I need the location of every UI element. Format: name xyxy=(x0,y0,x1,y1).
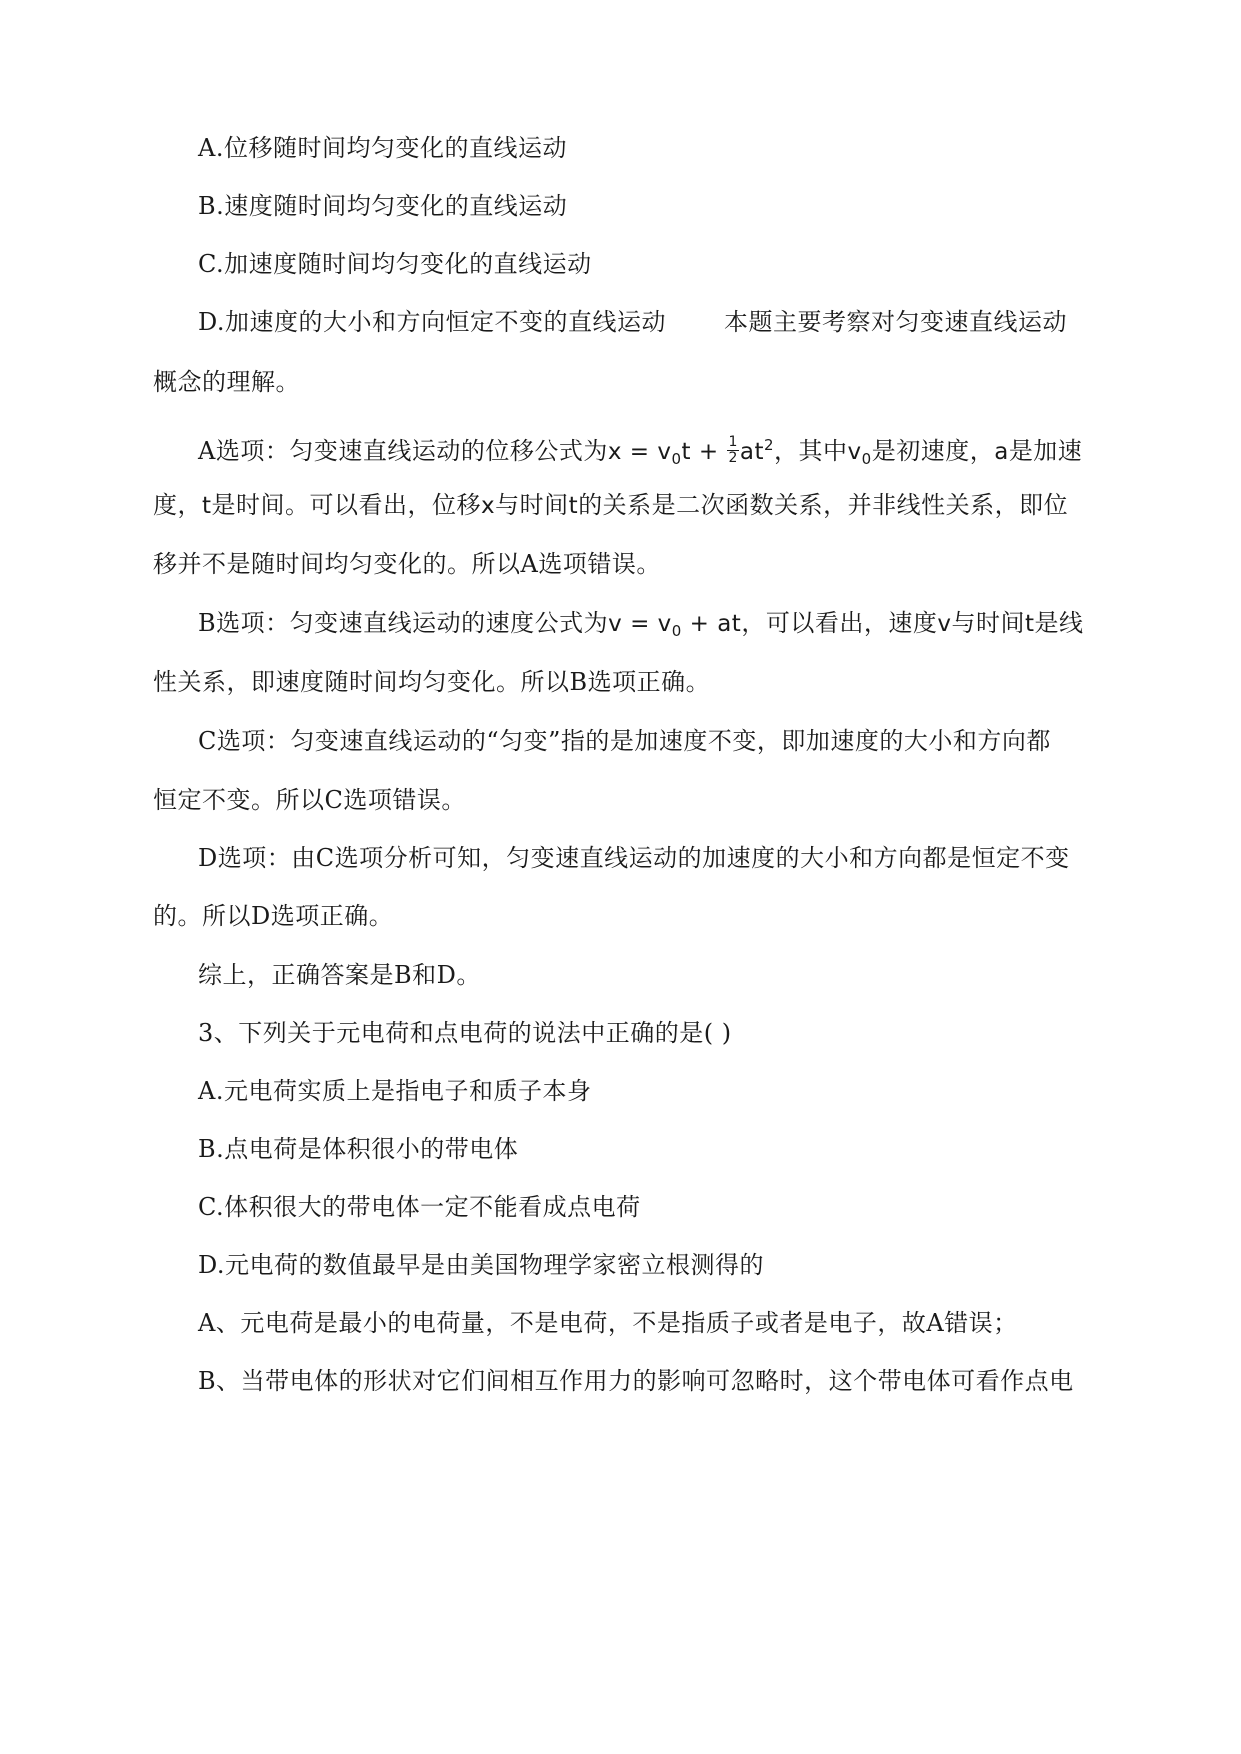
formula-part: x = v xyxy=(607,439,672,465)
option-a-text: A.位移随时间均匀变化的直线运动 xyxy=(198,134,567,162)
question-3-stem xyxy=(198,1018,1093,1048)
summary-line xyxy=(198,960,1093,990)
q3-option-c xyxy=(198,1192,1093,1222)
time-symbol: t xyxy=(202,493,212,519)
text-run: A选项：匀变速直线运动的位移公式为 xyxy=(198,437,608,465)
text-run: 度， xyxy=(153,491,202,519)
subscript: 0 xyxy=(671,450,682,468)
q3-option-d xyxy=(198,1250,1093,1280)
option-d-text: D.加速度的大小和方向恒定不变的直线运动 xyxy=(198,308,667,336)
text-run: C选项：匀变速直线运动的“匀变”指的是加速度不变，即加速度的大小和方向都 xyxy=(198,727,1051,755)
option-a-analysis-line-2 xyxy=(153,490,1093,521)
velocity-symbol: v xyxy=(937,611,952,637)
time-symbol: t xyxy=(568,493,579,519)
option-b-text: B.速度随时间均匀变化的直线运动 xyxy=(198,192,568,220)
text-run: B、当带电体的形状对它们间相互作用力的影响可忽略时，这个带电体可看作点电 xyxy=(198,1367,1074,1395)
displacement-formula xyxy=(607,434,775,468)
text-run: 是时间。可以看出，位移 xyxy=(211,491,482,519)
text-run: D.元电荷的数值最早是由美国物理学家密立根测得的 xyxy=(198,1251,765,1279)
text-run: 是线 xyxy=(1034,609,1084,637)
velocity-formula xyxy=(608,611,742,640)
option-d-analysis-line-2 xyxy=(153,901,1093,931)
option-b-analysis-line-2 xyxy=(153,667,1093,697)
analysis-intro-cont-text: 概念的理解。 xyxy=(153,368,300,396)
text-run: 与时间 xyxy=(495,491,569,519)
displacement-symbol: x xyxy=(481,493,496,519)
option-c-text: C.加速度随时间均匀变化的直线运动 xyxy=(198,250,592,278)
analysis-intro-text: 本题主要考察对匀变速直线运动 xyxy=(724,308,1068,336)
fraction xyxy=(727,435,738,466)
formula-part: at xyxy=(739,439,764,465)
text-run: A、元电荷是最小的电荷量，不是电荷，不是指质子或者是电子，故A错误； xyxy=(198,1309,1018,1337)
formula-part: + at xyxy=(681,611,742,637)
formula-part: v xyxy=(847,439,862,465)
subscript: 0 xyxy=(861,450,872,468)
option-c-analysis-line-1 xyxy=(198,726,1093,756)
option-a-analysis-line-3 xyxy=(153,549,1093,579)
q3-option-b xyxy=(198,1134,1093,1164)
text-run: B.点电荷是体积很小的带电体 xyxy=(198,1135,519,1163)
option-c-analysis-line-2 xyxy=(153,785,1093,815)
superscript: 2 xyxy=(763,436,775,454)
q3-analysis-b xyxy=(198,1366,1093,1396)
text-run: ，其中 xyxy=(774,437,848,465)
text-run: 性关系，即速度随时间均匀变化。所以B选项正确。 xyxy=(153,668,711,696)
text-run: 的。所以D选项正确。 xyxy=(153,902,394,930)
q3-analysis-a xyxy=(198,1308,1093,1338)
option-b-analysis-line-1 xyxy=(198,608,1093,646)
option-a-line xyxy=(198,133,1093,163)
analysis-intro-cont-line xyxy=(153,367,1093,397)
option-b-line xyxy=(198,191,1093,221)
text-run: 的关系是二次函数关系，并非线性关系，即位 xyxy=(578,491,1069,519)
option-c-line xyxy=(198,249,1093,279)
option-d-line xyxy=(198,307,1093,337)
text-run: 3、下列关于元电荷和点电荷的说法中正确的是( ) xyxy=(198,1019,732,1047)
text-run: 移并不是随时间均匀变化的。所以A选项错误。 xyxy=(153,550,661,578)
text-run: 综上，正确答案是B和D。 xyxy=(198,961,481,989)
text-run: B选项：匀变速直线运动的速度公式为 xyxy=(198,609,609,637)
text-run: D选项：由C选项分析可知，匀变速直线运动的加速度的大小和方向都是恒定不变 xyxy=(198,844,1070,872)
text-run: 恒定不变。所以C选项错误。 xyxy=(153,786,466,814)
text-run: C.体积很大的带电体一定不能看成点电荷 xyxy=(198,1193,641,1221)
fraction-denominator: 2 xyxy=(728,450,738,466)
option-a-analysis-line-1 xyxy=(198,430,1093,474)
text-run: ，可以看出，速度 xyxy=(741,609,938,637)
option-d-analysis-line-1 xyxy=(198,843,1093,873)
fraction-numerator: 1 xyxy=(728,434,738,450)
subscript: 0 xyxy=(671,622,682,640)
text-run: 是加速 xyxy=(1008,437,1083,465)
text-run: 是初速度， xyxy=(871,437,995,465)
acceleration-symbol: a xyxy=(994,439,1009,465)
initial-velocity-symbol xyxy=(847,439,872,468)
text-run: 与时间 xyxy=(951,609,1025,637)
formula-part: t + xyxy=(681,439,727,465)
text-run: A.元电荷实质上是指电子和质子本身 xyxy=(198,1077,592,1105)
time-symbol: t xyxy=(1024,611,1035,637)
formula-part: v = v xyxy=(608,611,672,637)
q3-option-a xyxy=(198,1076,1093,1106)
